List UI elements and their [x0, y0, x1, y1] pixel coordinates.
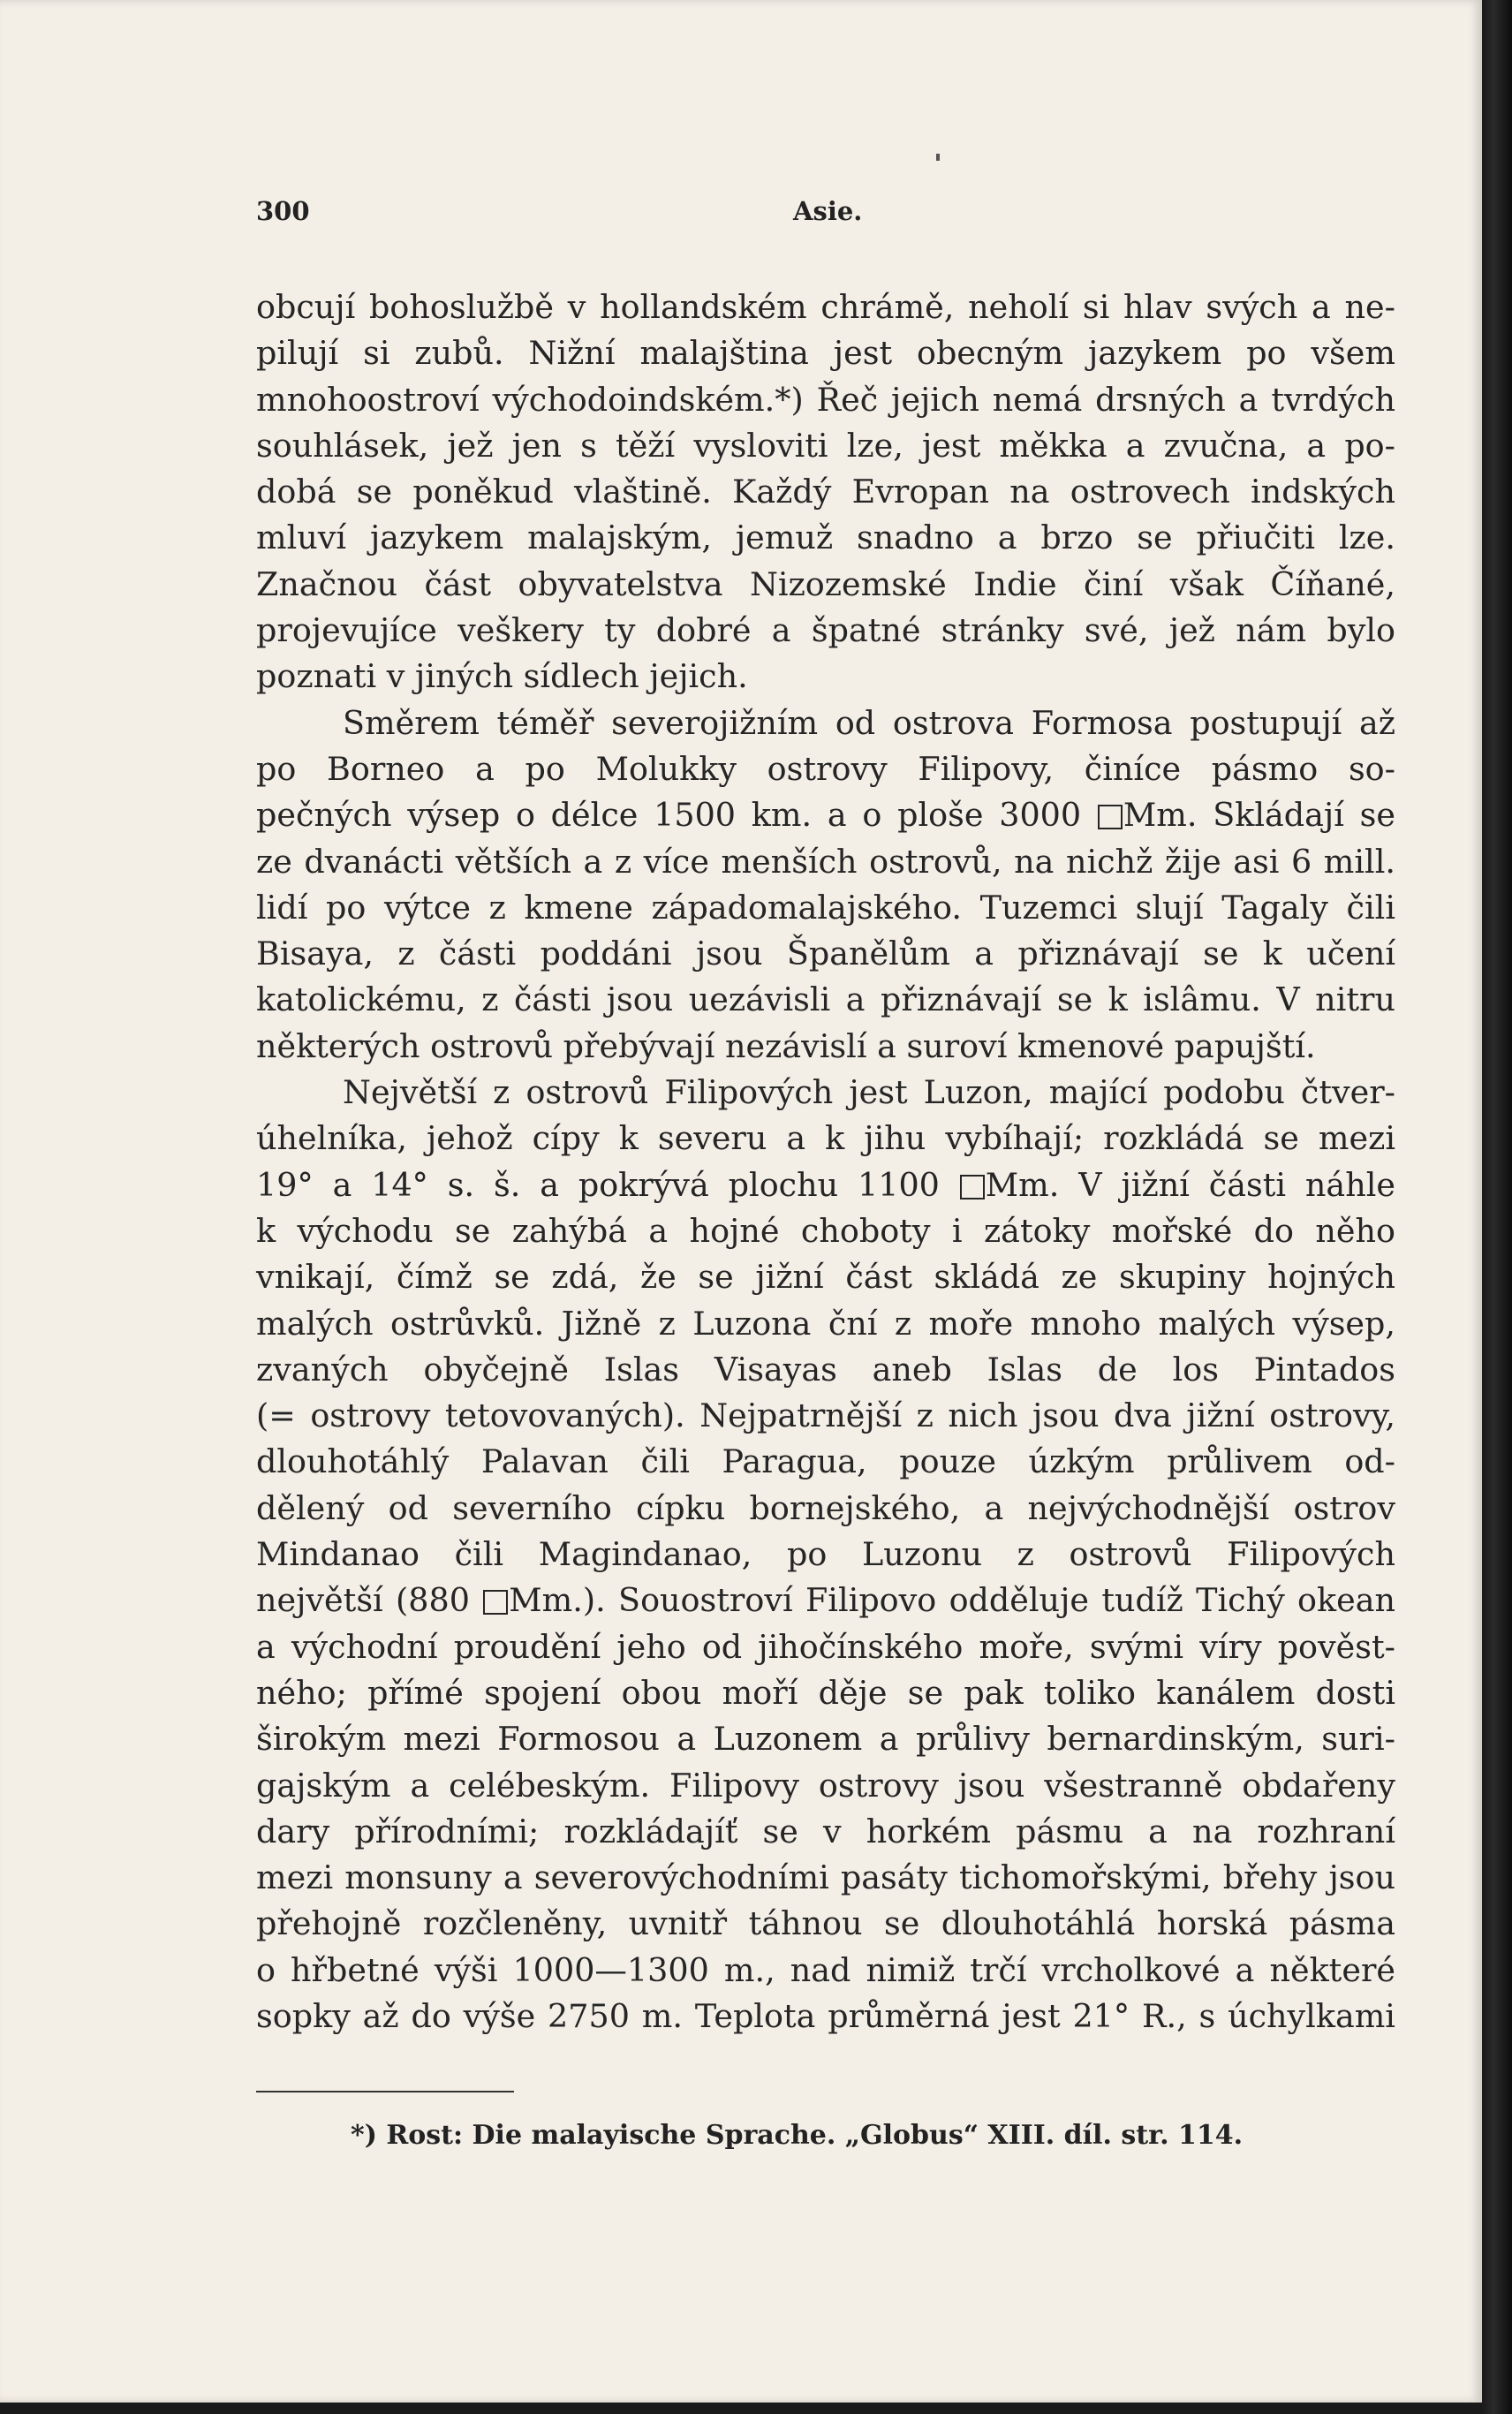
scan-bottom-edge [0, 2403, 1482, 2414]
text-line: pečných výsep o délce 1500 km. a o ploše 3000 Mm. Skládají se [256, 796, 1396, 835]
text-line: dary přírodními; rozkládajíť se v horkém pásmu a na rozhraní [256, 1812, 1395, 1850]
page-number: 300 [256, 196, 310, 226]
text-line: Největší z ostrovů Filipových jest Luzon, mající podobu čtver- [343, 1073, 1395, 1112]
text-line: zvaných obyčejně Islas Visayas aneb Islas de los Pintados [256, 1350, 1395, 1389]
text-line: ze dvanácti větších a z více menších ostrovů, na nichž žije asi 6 mill. [256, 842, 1395, 881]
text-line: dělený od severního cípku bornejského, a nejvýchodnější ostrov [256, 1488, 1395, 1527]
body-text [256, 284, 1395, 2039]
footnote-rule [256, 2091, 514, 2092]
text-line: pilují si zubů. Nižní malajština jest obecným jazykem po všem [256, 334, 1395, 373]
square-symbol-icon [483, 1590, 508, 1615]
text-line: obcují bohoslužbě v hollandském chrámě, neholí si hlav svých a ne- [256, 288, 1395, 326]
text-line: sopky až do výše 2750 m. Teplota průměrná jest 21° R., s úchylkami [256, 1996, 1395, 2035]
text-line: po Borneo a po Molukky ostrovy Filipovy, činíce pásmo so- [256, 749, 1395, 788]
scan-edge [1482, 0, 1512, 2414]
text-line: přehojně rozčleněny, uvnitř táhnou se dlouhotáhlá horská pásma [256, 1904, 1395, 1943]
text-line: gajským a celébeským. Filipovy ostrovy jsou všestranně obdařeny [256, 1766, 1395, 1805]
text-line: Mindanao čili Magindanao, po Luzonu z ostrovů Filipových [256, 1535, 1395, 1574]
text-line: souhlásek, jež jen s těží vysloviti lze, jest měkka a zvučna, a po- [256, 426, 1395, 465]
ink-mark [936, 154, 940, 161]
text-line: poznati v jiných sídlech jejich. [256, 657, 748, 696]
text-line: a východní proudění jeho od jihočínského moře, svými víry pověst- [256, 1627, 1395, 1666]
text-line: největší (880 Mm.). Souostroví Filipovo odděluje tudíž Tichý okean [256, 1581, 1395, 1620]
text-line: Bisaya, z části poddáni jsou Španělům a přiznávají se k učení [256, 935, 1395, 973]
text-line: k východu se zahýbá a hojné choboty i zátoky mořské do něho [256, 1211, 1395, 1250]
text-line: Značnou část obyvatelstva Nizozemské Indie činí však Číňané, [256, 564, 1395, 603]
text-line: katolickému, z části jsou uezávisli a přiznávají se k islâmu. V nitru [256, 980, 1395, 1019]
text-line: (= ostrovy tetovovaných). Nejpatrnější z nich jsou dva jižní ostrovy, [256, 1396, 1395, 1435]
text-line: vnikají, čímž se zdá, že se jižní část skládá ze skupiny hojných [256, 1258, 1395, 1297]
page-header [256, 196, 1395, 231]
text-line: mluví jazykem malajským, jemuž snadno a brzo se přiučiti lze. [256, 518, 1395, 557]
square-symbol-icon [1098, 805, 1123, 829]
text-line: 19° a 14° s. š. a pokrývá plochu 1100 Mm. V jižní části náhle [256, 1165, 1395, 1204]
footnote: *) Rost: Die malayische Sprache. „Globus“ XIII. díl. str. 114. [351, 2120, 1244, 2151]
text-line: malých ostrůvků. Jižně z Luzona ční z moře mnoho malých výsep, [256, 1304, 1395, 1343]
text-line: ného; přímé spojení obou moří děje se pak toliko kanálem dosti [256, 1673, 1395, 1712]
text-line: lidí po výtce z kmene západomalajského. Tuzemci slují Tagaly čili [256, 888, 1395, 927]
text-line: úhelníka, jehož cípy k severu a k jihu vybíhají; rozkládá se mezi [256, 1119, 1395, 1158]
text-line: širokým mezi Formosou a Luzonem a průlivy bernardinským, suri- [256, 1720, 1395, 1759]
square-symbol-icon [960, 1175, 985, 1199]
text-line: některých ostrovů přebývají nezávislí a suroví kmenové papujští. [256, 1026, 1316, 1065]
text-line: dobá se poněkud vlaštině. Každý Evropan na ostrovech indských [256, 473, 1395, 511]
running-title: Asie. [793, 196, 863, 226]
text-line: o hřbetné výši 1000—1300 m., nad nimiž trčí vrcholkové a některé [256, 1950, 1395, 1989]
text-line: mezi monsuny a severovýchodními pasáty tichomořskými, břehy jsou [256, 1858, 1395, 1897]
text-line: projevujíce veškery ty dobré a špatné stránky své, jež nám bylo [256, 611, 1395, 650]
text-line: dlouhotáhlý Palavan čili Paragua, pouze úzkým průlivem od- [256, 1442, 1395, 1481]
text-line: mnohoostroví východoindském.*) Řeč jejich nemá drsných a tvrdých [256, 380, 1395, 419]
text-line: Směrem téměř severojižním od ostrova Formosa postupují až [343, 703, 1395, 742]
